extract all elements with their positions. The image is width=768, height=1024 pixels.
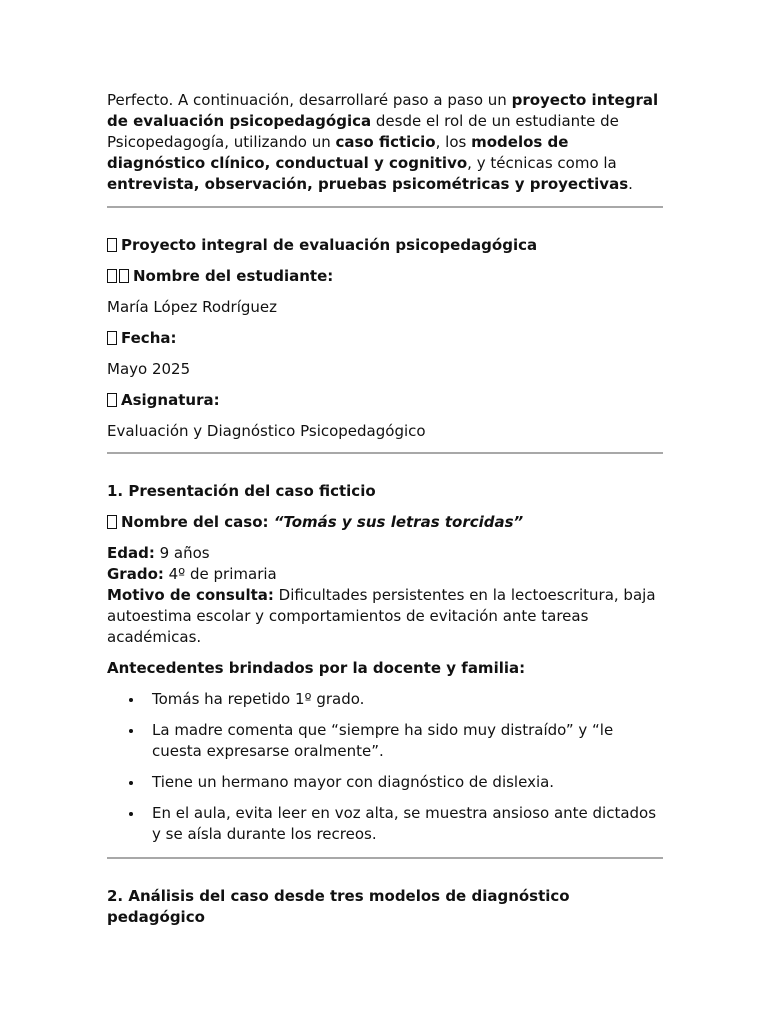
intro-text-4: , y técnicas como la [467,154,617,172]
case-name-value: “Tomás y sus letras torcidas” [273,513,524,531]
reason-value: Dificultades persistentes en la lectoescritura, baja autoestima escolar y comportamientos de evitación ante tareas académicas. [107,586,656,646]
bullet-icon [129,729,133,733]
intro-bold-case: caso ficticio [335,133,436,151]
student-icon-modifier [119,269,129,283]
divider [107,206,663,208]
header-block [107,235,663,442]
bullet-icon [129,781,133,785]
student-label-text: Nombre del estudiante: [133,267,334,285]
grade-label: Grado: [107,565,164,583]
divider [107,452,663,454]
age-line [107,543,663,564]
list-item-text: Tomás ha repetido 1º grado. [152,690,365,708]
subject-label [107,390,663,411]
background-title: Antecedentes brindados por la docente y familia: [107,659,526,677]
section-2 [107,886,663,928]
date-label [107,328,663,349]
calendar-icon [107,331,117,345]
reason-label: Motivo de consulta: [107,586,274,604]
project-title-text: Proyecto integral de evaluación psicopedagógica [121,236,538,254]
case-name-label: Nombre del caso: [121,513,274,531]
subject-label-text: Asignatura: [121,391,220,409]
date-label-text: Fecha: [121,329,177,347]
subject-value: Evaluación y Diagnóstico Psicopedagógico [107,422,426,440]
grade-value: 4º de primaria [163,565,277,583]
grade-line [107,564,663,585]
child-icon [107,515,117,529]
list-item [107,689,663,710]
intro-bold-models: modelos de diagnóstico clínico, conductual y cognitivo [107,133,569,172]
reason-line [107,585,663,648]
intro-text-1: Perfecto. A continuación, desarrollaré paso a paso un [107,91,512,109]
list-item-text: La madre comenta que “siempre ha sido muy distraído” y “le cuesta expresarse oralmente”. [152,721,614,760]
background-list [107,689,663,845]
intro-text-3: , los [435,133,472,151]
list-item-text: Tiene un hermano mayor con diagnóstico de dislexia. [152,773,555,791]
case-name [107,512,663,533]
clipboard-icon [107,238,117,252]
intro-bold-project: proyecto integral de evaluación psicopedagógica [107,91,659,130]
list-item-text: En el aula, evita leer en voz alta, se muestra ansioso ante dictados y se aísla durante los recreos. [152,804,657,843]
book-icon [107,393,117,407]
document-content [107,90,663,928]
date-value: Mayo 2025 [107,360,191,378]
list-item [107,772,663,793]
student-icon [107,269,117,283]
list-item [107,803,663,845]
section-1 [107,481,663,845]
divider [107,857,663,859]
student-label [107,266,663,287]
intro-text-5: . [628,175,633,193]
intro-text-2: desde el rol de un estudiante de Psicopedagogía, utilizando un [107,112,619,151]
intro-paragraph [107,90,663,195]
bullet-icon [129,698,133,702]
age-label: Edad: [107,544,155,562]
bullet-icon [129,812,133,816]
student-value: María López Rodríguez [107,298,278,316]
intro-bold-techniques: entrevista, observación, pruebas psicométricas y proyectivas [107,175,629,193]
section-1-title: 1. Presentación del caso ficticio [107,482,376,500]
list-item [107,720,663,762]
project-title [107,235,663,256]
age-value: 9 años [154,544,210,562]
section-2-title: 2. Análisis del caso desde tres modelos de diagnóstico pedagógico [107,887,570,926]
